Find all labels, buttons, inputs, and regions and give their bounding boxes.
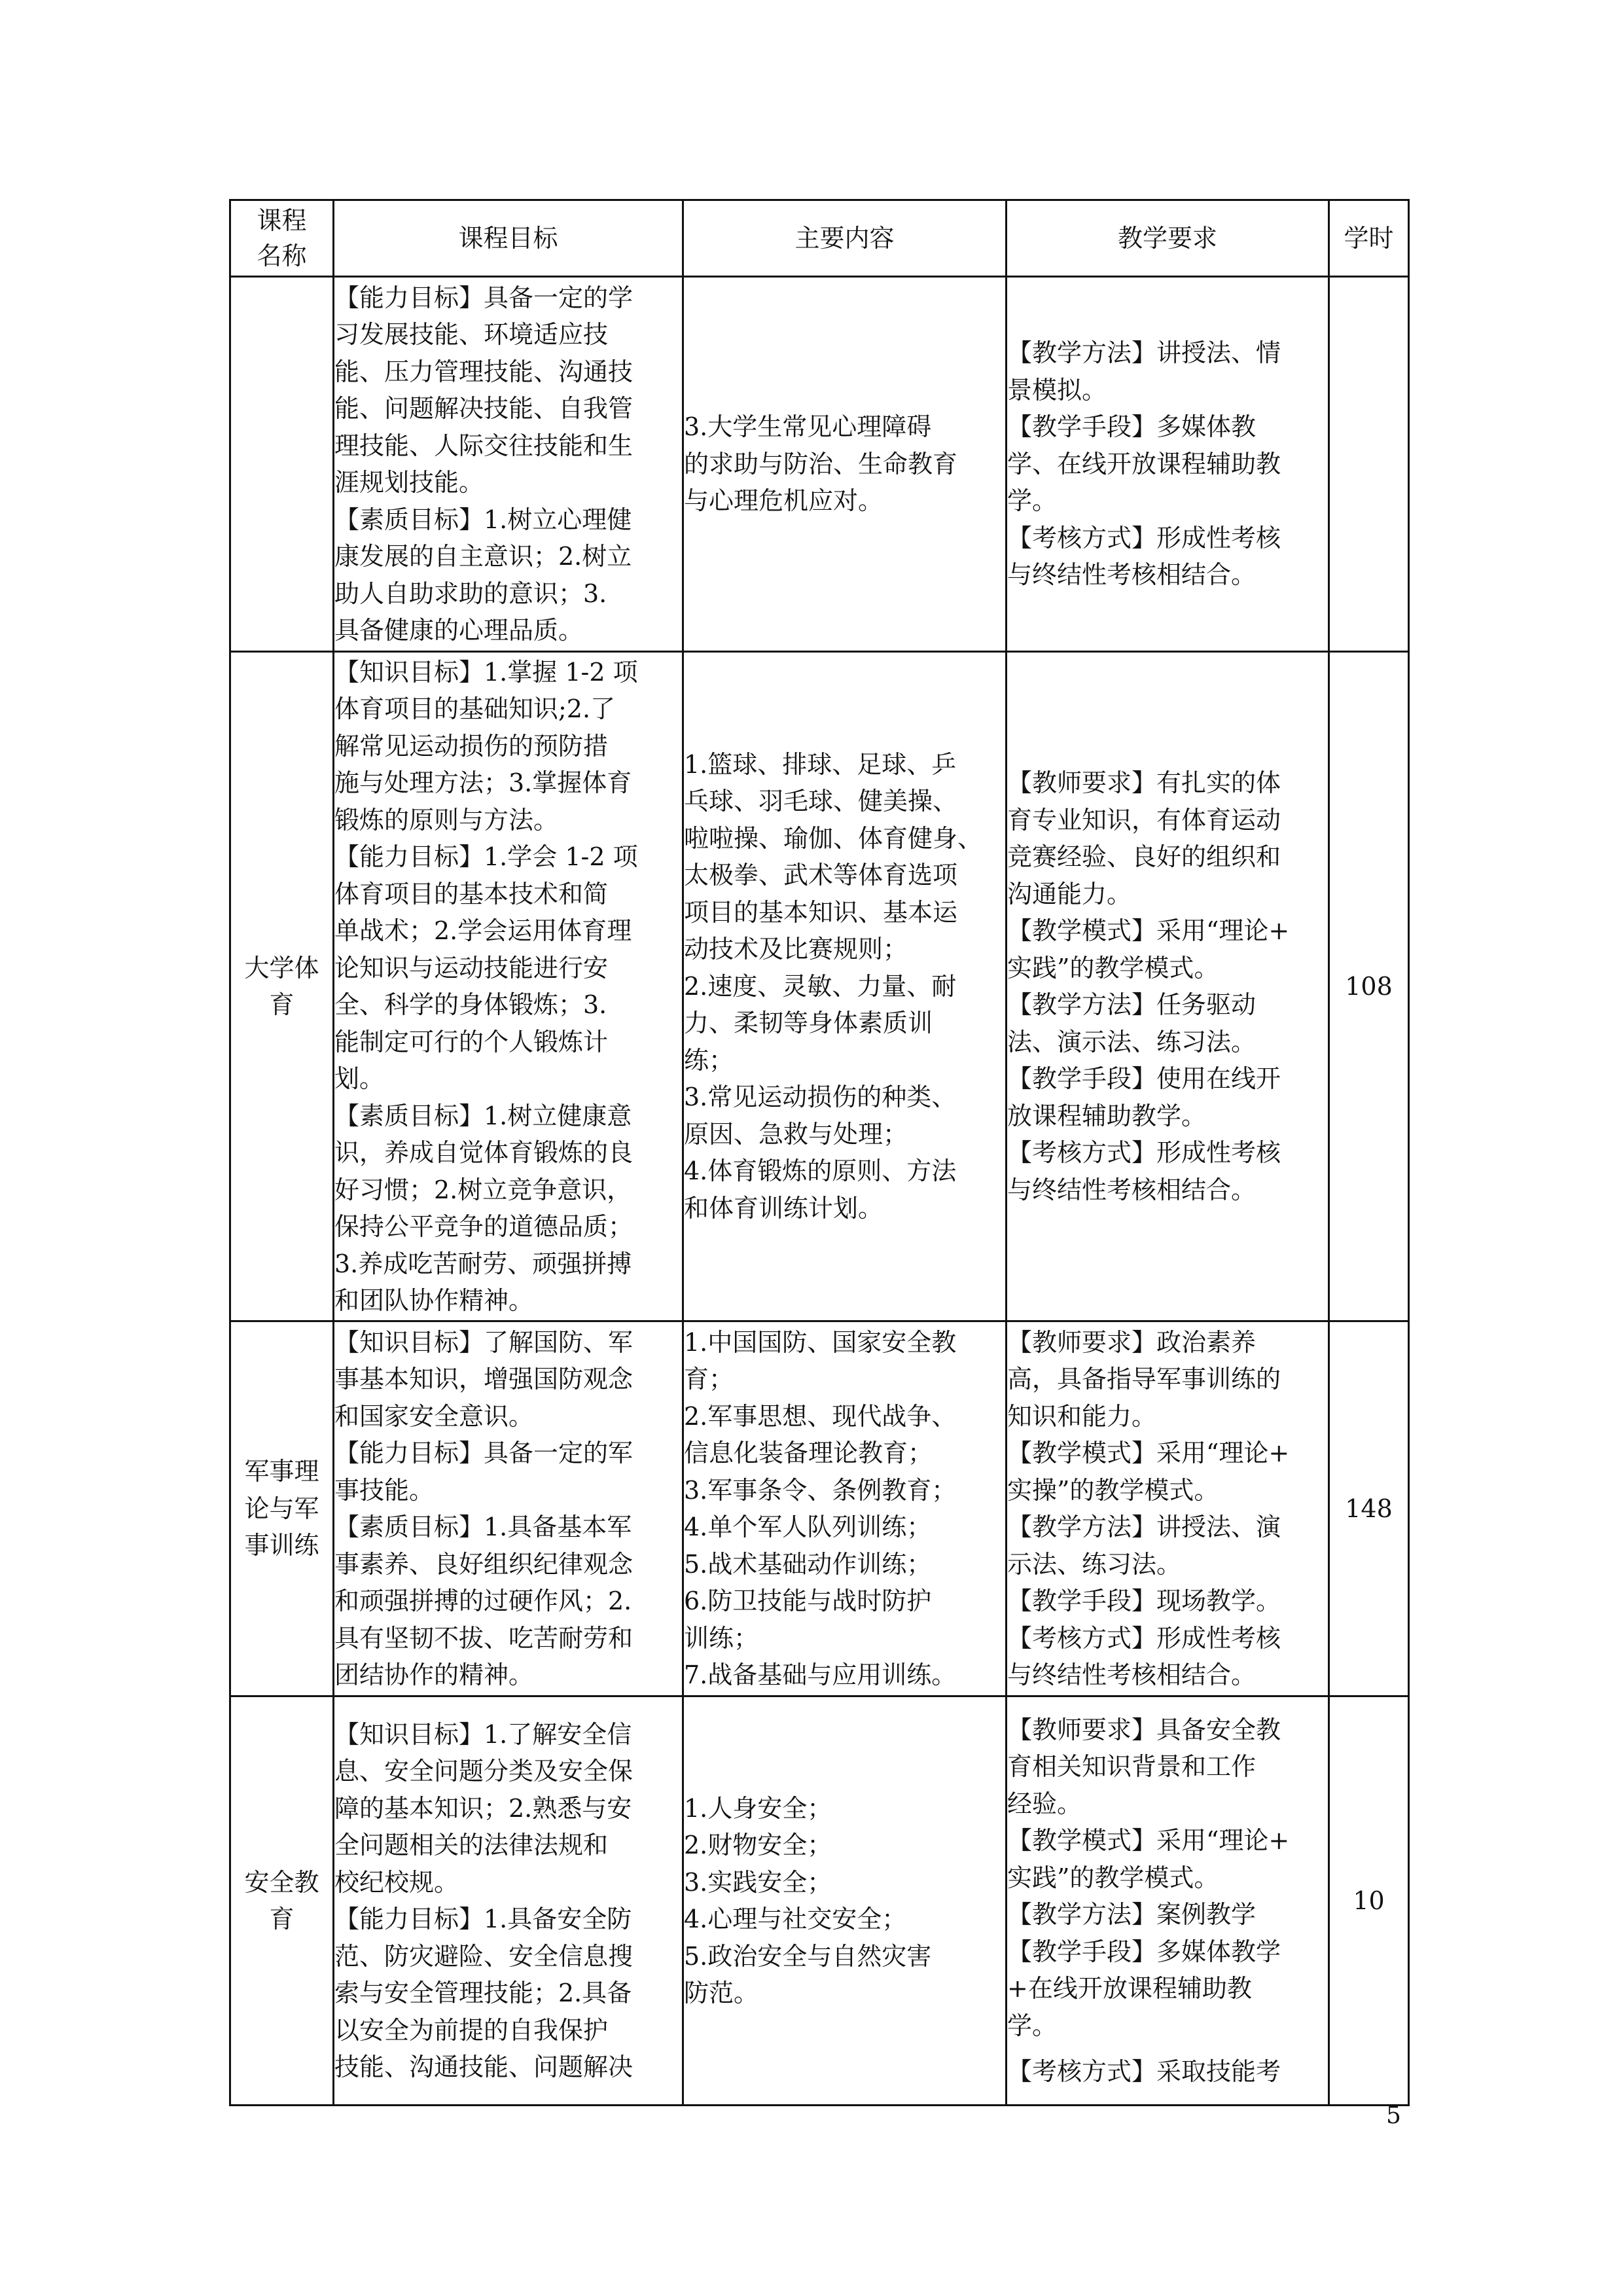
header-teaching-requirements: 教学要求 [1007,200,1329,277]
curriculum-table [229,199,1410,2106]
course-name-cell: 军事理 论与军 事训练 [230,1321,334,1696]
table-row [230,652,1409,1321]
table-row [230,1696,1409,2106]
teaching-requirements-cell: 【教师要求】政治素养 高，具备指导军事训练的 知识和能力。 【教学模式】采用“理论+ 实操”的教学模式。 【教学方法】讲授法、演 示法、练习法。 【教学手段】现场教学。 【考核方式】形成性考核 与终结性考核相结合。 [1007,1321,1329,1696]
page-number: 5 [1386,2102,1401,2129]
course-goal-cell: 【知识目标】1.了解安全信 息、安全问题分类及安全保 障的基本知识；2.熟悉与安 全问题相关的法律法规和 校纪校规。 【能力目标】1.具备安全防 范、防灾避险、安全信息搜 索与安全管理技能；2.具备 以安全为前提的自我保护 技能、沟通技能、问题解决 [334,1696,683,2106]
teaching-requirements-cell: 【教学方法】讲授法、情 景模拟。 【教学手段】多媒体教 学、在线开放课程辅助教 学。 【考核方式】形成性考核 与终结性考核相结合。 [1007,277,1329,652]
hours-cell [1329,277,1409,652]
header-course-goal: 课程目标 [334,200,683,277]
course-goal-cell: 【能力目标】具备一定的学 习发展技能、环境适应技 能、压力管理技能、沟通技 能、问题解决技能、自我管 理技能、人际交往技能和生 涯规划技能。 【素质目标】1.树立心理健 康发展的自主意识；2.树立 助人自助求助的意识；3. 具备健康的心理品质。 [334,277,683,652]
table-header-row [230,200,1409,277]
header-course-name: 课程 名称 [230,200,334,277]
header-hours: 学时 [1329,200,1409,277]
main-content-cell: 1.中国国防、国家安全教 育； 2.军事思想、现代战争、 信息化装备理论教育； 3.军事条令、条例教育； 4.单个军人队列训练； 5.战术基础动作训练； 6.防卫技能与战时防护 训练； 7.战备基础与应用训练。 [683,1321,1007,1696]
course-goal-cell: 【知识目标】了解国防、军 事基本知识，增强国防观念 和国家安全意识。 【能力目标】具备一定的军 事技能。 【素质目标】1.具备基本军 事素养、良好组织纪律观念 和顽强拼搏的过硬作风；2. 具有坚韧不拔、吃苦耐劳和 团结协作的精神。 [334,1321,683,1696]
hours-cell: 148 [1329,1321,1409,1696]
hours-cell: 10 [1329,1696,1409,2106]
blank-line [1007,2044,1328,2053]
header-main-content: 主要内容 [683,200,1007,277]
course-name-cell: 安全教 育 [230,1696,334,2106]
table-row [230,277,1409,652]
main-content-cell: 3.大学生常见心理障碍 的求助与防治、生命教育 与心理危机应对。 [683,277,1007,652]
teaching-requirements-cell: 【教师要求】有扎实的体 育专业知识，有体育运动 竞赛经验、良好的组织和 沟通能力。 【教学模式】采用“理论+ 实践”的教学模式。 【教学方法】任务驱动 法、演示法、练习法。 【教学手段】使用在线开 放课程辅助教学。 【考核方式】形成性考核 与终结性考核相结合。 [1007,652,1329,1321]
course-goal-cell: 【知识目标】1.掌握 1-2 项 体育项目的基础知识;2.了 解常见运动损伤的预防措 施与处理方法；3.掌握体育 锻炼的原则与方法。 【能力目标】1.学会 1-2 项 体育项目的基本技术和简 单战术；2.学会运用体育理 论知识与运动技能进行安 全、科学的身体锻炼；3. 能制定可行的个人锻炼计 划。 【素质目标】1.树立健康意 识，养成自觉体育锻炼的良 好习惯；2.树立竞争意识， 保持公平竞争的道德品质； 3.养成吃苦耐劳、顽强拼搏 和团队协作精神。 [334,652,683,1321]
teaching-requirements-cell: 【教师要求】具备安全教 育相关知识背景和工作 经验。 【教学模式】采用“理论+ 实践”的教学模式。 【教学方法】案例教学 【教学手段】多媒体教学 +在线开放课程辅助教 学。 【考核方式】采取技能考 [1007,1696,1329,2106]
table-row [230,1321,1409,1696]
hours-cell: 108 [1329,652,1409,1321]
main-content-cell: 1.人身安全； 2.财物安全； 3.实践安全； 4.心理与社交安全； 5.政治安全与自然灾害 防范。 [683,1696,1007,2106]
course-name-cell: 大学体 育 [230,652,334,1321]
course-name-cell [230,277,334,652]
main-content-cell: 1.篮球、排球、足球、乒 乓球、羽毛球、健美操、 啦啦操、瑜伽、体育健身、 太极拳、武术等体育选项 项目的基本知识、基本运 动技术及比赛规则； 2.速度、灵敏、力量、耐 力、柔韧等身体素质训 练； 3.常见运动损伤的种类、 原因、急救与处理； 4.体育锻炼的原则、方法 和体育训练计划。 [683,652,1007,1321]
